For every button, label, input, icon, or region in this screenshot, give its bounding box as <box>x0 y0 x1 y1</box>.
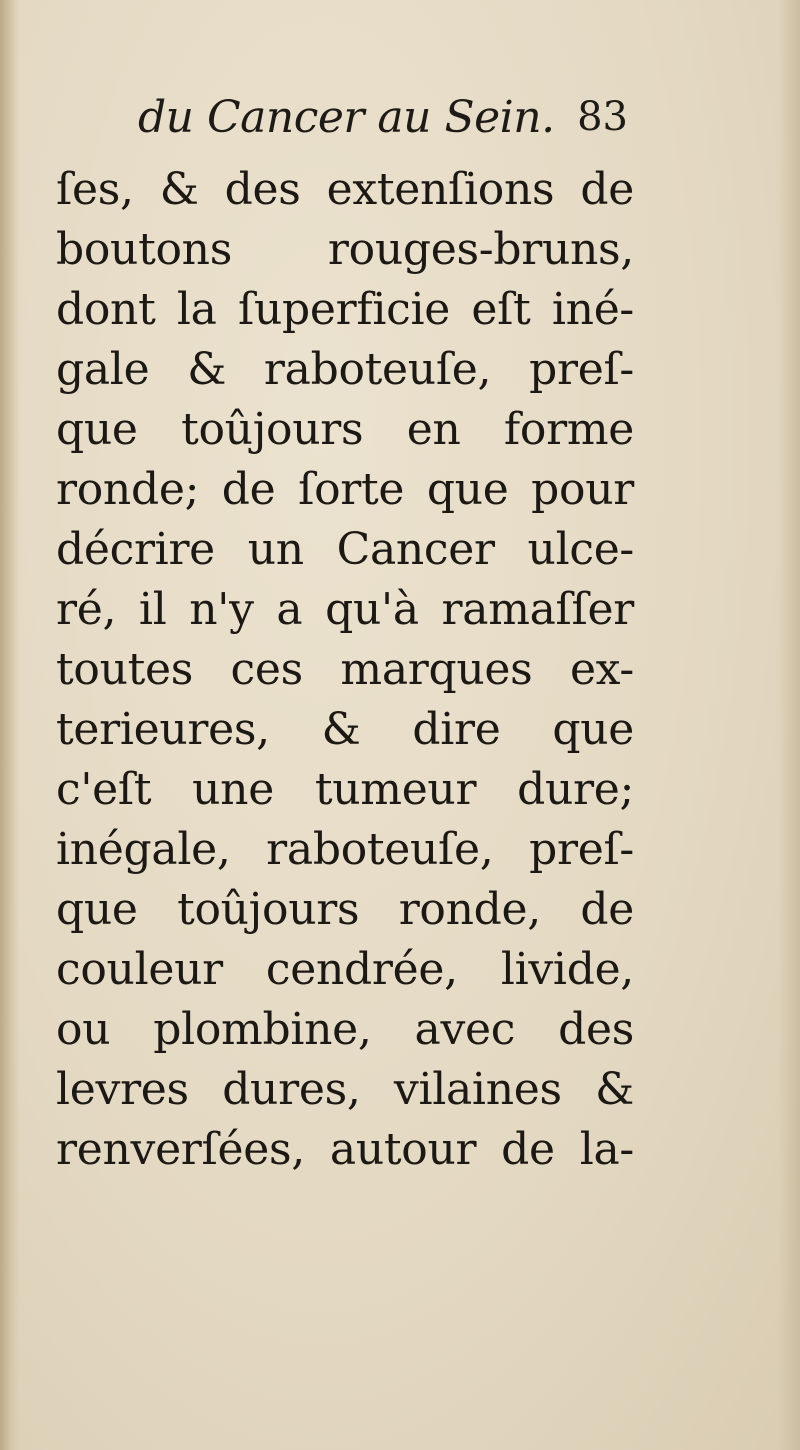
text-line: décrire un Cancer ulce- <box>56 524 634 575</box>
text-line: toutes ces marques ex- <box>56 644 634 695</box>
text-line: inégale, raboteuſe, preſ- <box>56 824 634 875</box>
text-line: ronde; de ſorte que pour <box>56 464 634 515</box>
text-line: gale & raboteuſe, preſ- <box>56 344 634 395</box>
page-number: 83 <box>577 94 628 140</box>
running-head: du Cancer au Sein. <box>138 92 555 143</box>
body-text <box>56 160 634 1180</box>
text-line: c'eſt une tumeur dure; <box>56 764 634 815</box>
text-line: couleur cendrée, livide, <box>56 944 634 995</box>
text-line: que toûjours en forme <box>56 404 634 455</box>
text-line: dont la ſuperficie eſt iné- <box>56 284 634 335</box>
text-line: boutons rouges-bruns, <box>56 224 634 275</box>
text-line: renverſées, autour de la- <box>56 1124 634 1175</box>
page-edge-shadow <box>778 0 800 1450</box>
page-gutter-shadow <box>0 0 20 1450</box>
text-line: que toûjours ronde, de <box>56 884 634 935</box>
text-line: levres dures, vilaines & <box>56 1064 634 1115</box>
text-line: terieures, & dire que <box>56 704 634 755</box>
text-line: ou plombine, avec des <box>56 1004 634 1055</box>
page-header <box>138 92 628 152</box>
text-line: ſes, & des extenſions de <box>56 164 634 215</box>
text-line: ré, il n'y a qu'à ramaſſer <box>56 584 634 635</box>
